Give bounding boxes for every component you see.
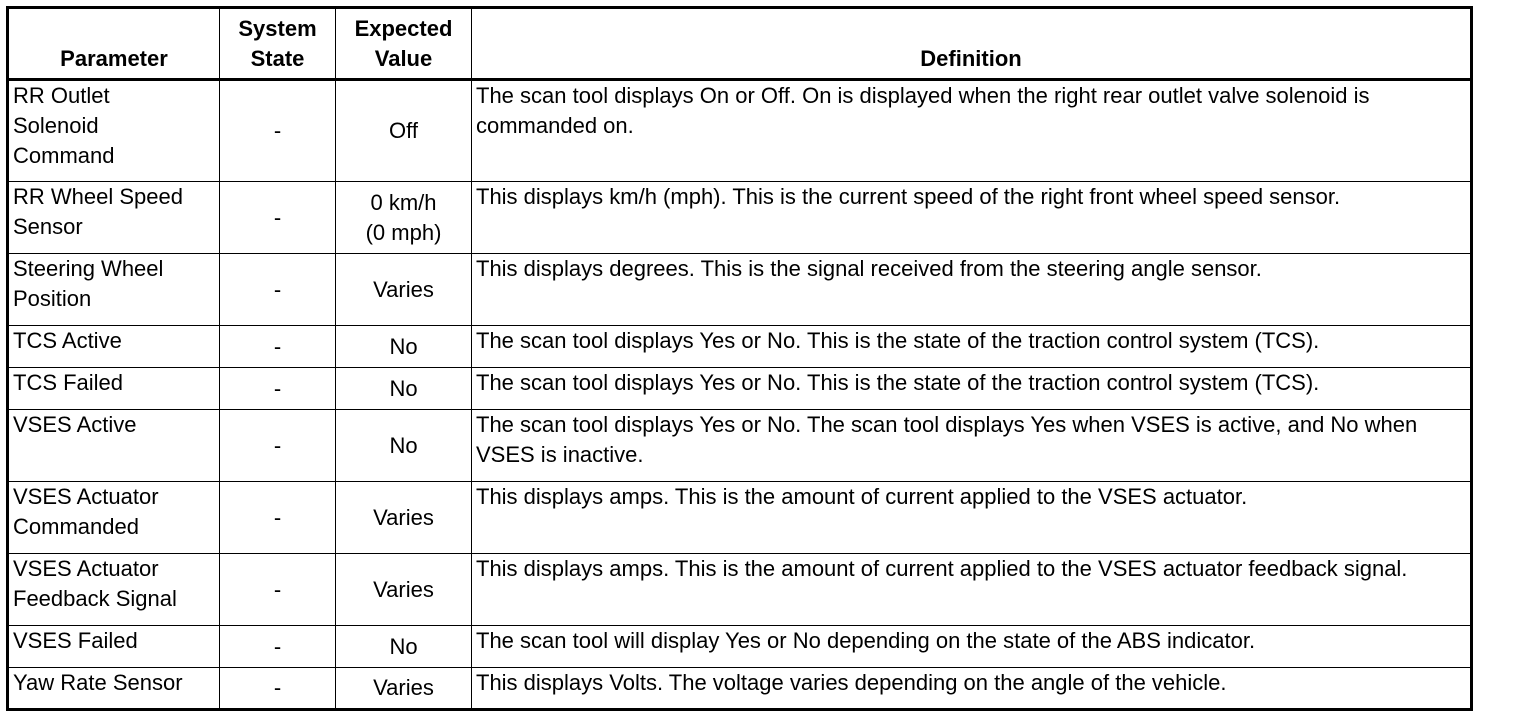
cell-definition: The scan tool displays Yes or No. This is the state of the traction control system (TCS).: [472, 326, 1472, 368]
expected-line1: No: [389, 633, 418, 659]
cell-definition: The scan tool displays Yes or No. The scan tool displays Yes when VSES is active, and No when VSES is inactive.: [472, 410, 1472, 482]
cell-expected-value: [336, 254, 472, 326]
header-system-state: [220, 8, 336, 80]
parameter-table: [6, 6, 1473, 711]
cell-expected-value: [336, 626, 472, 668]
cell-parameter: [8, 80, 220, 182]
cell-parameter: VSES Active: [8, 410, 220, 482]
expected-line1: No: [389, 375, 418, 401]
table-row: [8, 554, 1472, 626]
cell-parameter: TCS Failed: [8, 368, 220, 410]
expected-line1: No: [389, 333, 418, 359]
expected-line1: Varies: [373, 675, 434, 700]
parameter-text: VSES Actuator Feedback Signal: [13, 556, 177, 611]
cell-system-state: -: [220, 254, 336, 326]
table-row: [8, 80, 1472, 182]
header-expected-value: [336, 8, 472, 80]
parameter-text: VSES Actuator Commanded: [13, 484, 159, 539]
table-row: [8, 368, 1472, 410]
parameter-text: RR Wheel Speed Sensor: [13, 184, 183, 239]
header-expected-value-line1: Expected: [354, 16, 453, 41]
cell-system-state: -: [220, 482, 336, 554]
header-expected-value-line2: Value: [374, 46, 433, 71]
cell-parameter: [8, 482, 220, 554]
table-row: [8, 254, 1472, 326]
cell-system-state: -: [220, 554, 336, 626]
expected-line1: Varies: [373, 576, 434, 602]
cell-system-state: -: [220, 668, 336, 710]
header-parameter: Parameter: [8, 8, 220, 80]
cell-system-state: -: [220, 326, 336, 368]
expected-line1: 0 km/h: [370, 189, 437, 215]
header-system-state-line2: State: [250, 46, 305, 71]
table-header-row: [8, 8, 1472, 80]
cell-definition: This displays km/h (mph). This is the current speed of the right front wheel speed sensor.: [472, 182, 1472, 254]
cell-definition: This displays amps. This is the amount of current applied to the VSES actuator.: [472, 482, 1472, 554]
cell-parameter: [8, 554, 220, 626]
table-row: [8, 326, 1472, 368]
expected-line1: Varies: [373, 276, 434, 302]
cell-definition: This displays Volts. The voltage varies depending on the angle of the vehicle.: [472, 668, 1472, 710]
expected-line1: Off: [389, 118, 418, 143]
expected-line1: Varies: [373, 504, 434, 530]
cell-definition: The scan tool will display Yes or No depending on the state of the ABS indicator.: [472, 626, 1472, 668]
cell-expected-value: [336, 182, 472, 254]
cell-expected-value: [336, 80, 472, 182]
cell-system-state: -: [220, 410, 336, 482]
cell-definition: This displays amps. This is the amount of current applied to the VSES actuator feedback signal.: [472, 554, 1472, 626]
cell-expected-value: [336, 482, 472, 554]
parameter-text: RR Outlet Solenoid Command: [13, 83, 115, 168]
cell-expected-value: [336, 410, 472, 482]
expected-line2: (0 mph): [365, 219, 442, 245]
cell-expected-value: [336, 326, 472, 368]
cell-parameter: [8, 182, 220, 254]
table-row: [8, 182, 1472, 254]
header-system-state-line1: System: [238, 16, 317, 41]
header-definition: Definition: [472, 8, 1472, 80]
cell-expected-value: [336, 554, 472, 626]
table-row: [8, 626, 1472, 668]
cell-definition: This displays degrees. This is the signal received from the steering angle sensor.: [472, 254, 1472, 326]
cell-definition: The scan tool displays On or Off. On is displayed when the right rear outlet valve solenoid is commanded on.: [472, 80, 1472, 182]
table-row: [8, 482, 1472, 554]
table-row: [8, 410, 1472, 482]
expected-line1: No: [389, 432, 418, 458]
cell-parameter: VSES Failed: [8, 626, 220, 668]
cell-expected-value: [336, 668, 472, 710]
cell-system-state: -: [220, 368, 336, 410]
cell-expected-value: [336, 368, 472, 410]
cell-parameter: TCS Active: [8, 326, 220, 368]
parameter-text: Steering Wheel Position: [13, 256, 164, 311]
cell-parameter: Yaw Rate Sensor: [8, 668, 220, 710]
cell-system-state: -: [220, 626, 336, 668]
cell-system-state: -: [220, 182, 336, 254]
cell-definition: The scan tool displays Yes or No. This is the state of the traction control system (TCS).: [472, 368, 1472, 410]
cell-system-state: -: [220, 80, 336, 182]
table-row: [8, 668, 1472, 710]
cell-parameter: [8, 254, 220, 326]
document-page: [6, 6, 1473, 711]
